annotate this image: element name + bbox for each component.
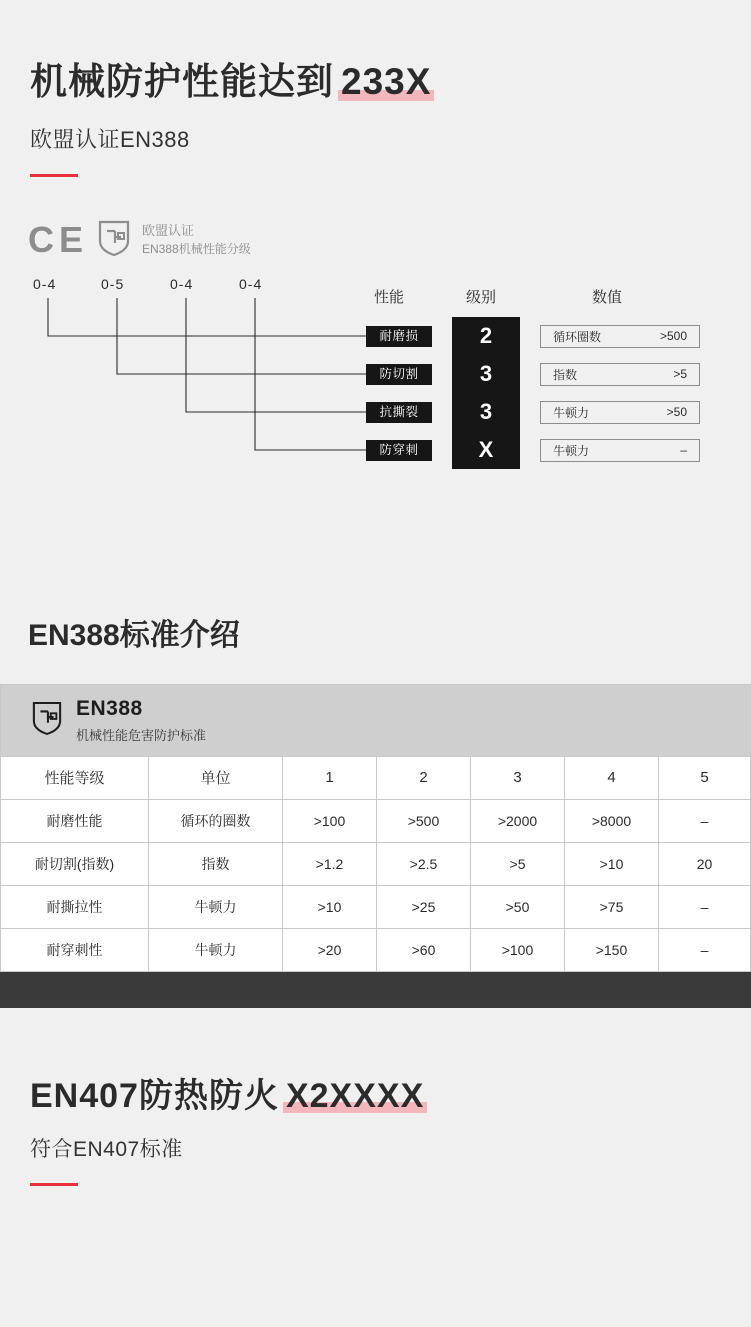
cell-r1c6: 20: [659, 842, 751, 885]
table-header-row: [1, 756, 751, 799]
section1-title-row: [0, 62, 751, 103]
cell-r3c2: >20: [283, 928, 377, 971]
cell-r1c0: 耐切割(指数): [1, 842, 149, 885]
ce-line-2: EN388机械性能分级: [142, 241, 251, 256]
value-number-puncture: –: [680, 443, 687, 458]
range-label-2: 0-4: [170, 275, 194, 292]
cell-r1c5: >10: [565, 842, 659, 885]
rating-code-text: 233X: [341, 61, 432, 102]
section3-subtitle: 符合EN407标准: [30, 1138, 183, 1162]
cell-r2c0: 耐撕拉性: [1, 885, 149, 928]
page-subtitle: 欧盟认证EN388: [30, 126, 190, 152]
cell-r0c5: >8000: [565, 799, 659, 842]
value-number-tear: >50: [666, 405, 687, 420]
section3-title: [30, 1078, 427, 1115]
column-header-grade: 级别: [466, 288, 497, 306]
grade-column: [452, 317, 520, 469]
value-box-cut: [540, 363, 700, 386]
cell-r2c1: 牛顿力: [149, 885, 283, 928]
header-cell-4: 3: [471, 756, 565, 799]
column-header-value: 数值: [592, 288, 623, 306]
header-cell-0: 性能等级: [1, 756, 149, 799]
cell-r0c3: >500: [377, 799, 471, 842]
grade-value-1: 3: [479, 360, 493, 386]
table-row: [1, 885, 751, 928]
value-box-tear: [540, 401, 700, 424]
value-label-puncture: 牛顿力: [553, 443, 590, 458]
value-number-abrasion: >500: [659, 329, 687, 344]
cell-r0c6: –: [659, 799, 751, 842]
column-header-performance: 性能: [374, 288, 405, 306]
en388-standard-table: [0, 684, 751, 972]
header-cell-1: 单位: [149, 756, 283, 799]
ce-line-1: 欧盟认证: [142, 223, 195, 239]
perf-tag-abrasion: 耐磨损: [366, 326, 432, 347]
value-label-abrasion: 循环圈数: [553, 329, 602, 344]
section3-title-main: EN407防热防火: [30, 1076, 279, 1115]
header-cell-3: 2: [377, 756, 471, 799]
grade-value-2: 3: [479, 398, 493, 424]
section-en407: [0, 1008, 751, 1226]
cell-r2c3: >25: [377, 885, 471, 928]
value-box-abrasion: [540, 325, 700, 348]
cell-r2c4: >50: [471, 885, 565, 928]
cell-r3c0: 耐穿刺性: [1, 928, 149, 971]
range-label-1: 0-5: [101, 275, 125, 292]
shield-icon-small: [32, 700, 62, 741]
value-label-cut: 指数: [553, 367, 578, 382]
cell-r3c3: >60: [377, 928, 471, 971]
table-row: [1, 799, 751, 842]
header-cell-2: 1: [283, 756, 377, 799]
page-title-main: 机械防护性能达到: [30, 61, 334, 102]
table-title: EN388: [76, 696, 143, 720]
section2-heading: EN388标准介绍: [28, 618, 240, 652]
header-cell-5: 4: [565, 756, 659, 799]
connector-lines: [0, 276, 400, 476]
table-subtitle: 机械性能危害防护标准: [76, 727, 207, 743]
rating-code-highlight: [338, 62, 434, 103]
ce-mark-label: CE: [28, 219, 89, 261]
grade-value-3: X: [478, 436, 494, 462]
table-row: [1, 842, 751, 885]
header-cell-6: 5: [659, 756, 751, 799]
cell-r1c2: >1.2: [283, 842, 377, 885]
cell-r1c4: >5: [471, 842, 565, 885]
cell-r2c2: >10: [283, 885, 377, 928]
table-title-row: [1, 684, 751, 756]
perf-tag-puncture: 防穿刺: [366, 440, 432, 461]
cell-r2c5: >75: [565, 885, 659, 928]
cell-r0c2: >100: [283, 799, 377, 842]
en407-code-highlight: [283, 1078, 427, 1115]
page-title: [30, 62, 434, 103]
cell-r1c3: >2.5: [377, 842, 471, 885]
table-title-cell: [1, 684, 751, 756]
section3-title-row: [0, 1078, 751, 1115]
dark-divider-bar: [0, 972, 751, 1008]
cell-r3c5: >150: [565, 928, 659, 971]
cell-r0c0: 耐磨性能: [1, 799, 149, 842]
perf-tag-tear: 抗撕裂: [366, 402, 432, 423]
cell-r2c6: –: [659, 885, 751, 928]
range-label-0: 0-4: [33, 275, 57, 292]
value-number-cut: >5: [673, 367, 687, 382]
range-label-3: 0-4: [239, 275, 263, 292]
grade-value-0: 2: [479, 322, 493, 348]
cell-r0c1: 循环的圈数: [149, 799, 283, 842]
section-en388-rating: [0, 0, 751, 566]
cell-r3c1: 牛顿力: [149, 928, 283, 971]
cell-r1c1: 指数: [149, 842, 283, 885]
table-row: [1, 928, 751, 971]
shield-icon: [98, 219, 130, 262]
en407-code-text: X2XXXX: [285, 1076, 425, 1115]
cell-r0c4: >2000: [471, 799, 565, 842]
value-box-puncture: [540, 439, 700, 462]
perf-tag-cut: 防切割: [366, 364, 432, 385]
cell-r3c6: –: [659, 928, 751, 971]
red-divider: [30, 174, 78, 177]
ce-certification-block: [0, 219, 751, 262]
section-en388-standard: [0, 566, 751, 1008]
cell-r3c4: >100: [471, 928, 565, 971]
ce-text-block: [142, 222, 251, 258]
value-label-tear: 牛顿力: [553, 405, 590, 420]
red-divider: [30, 1183, 78, 1186]
en388-rating-diagram: [0, 276, 751, 506]
